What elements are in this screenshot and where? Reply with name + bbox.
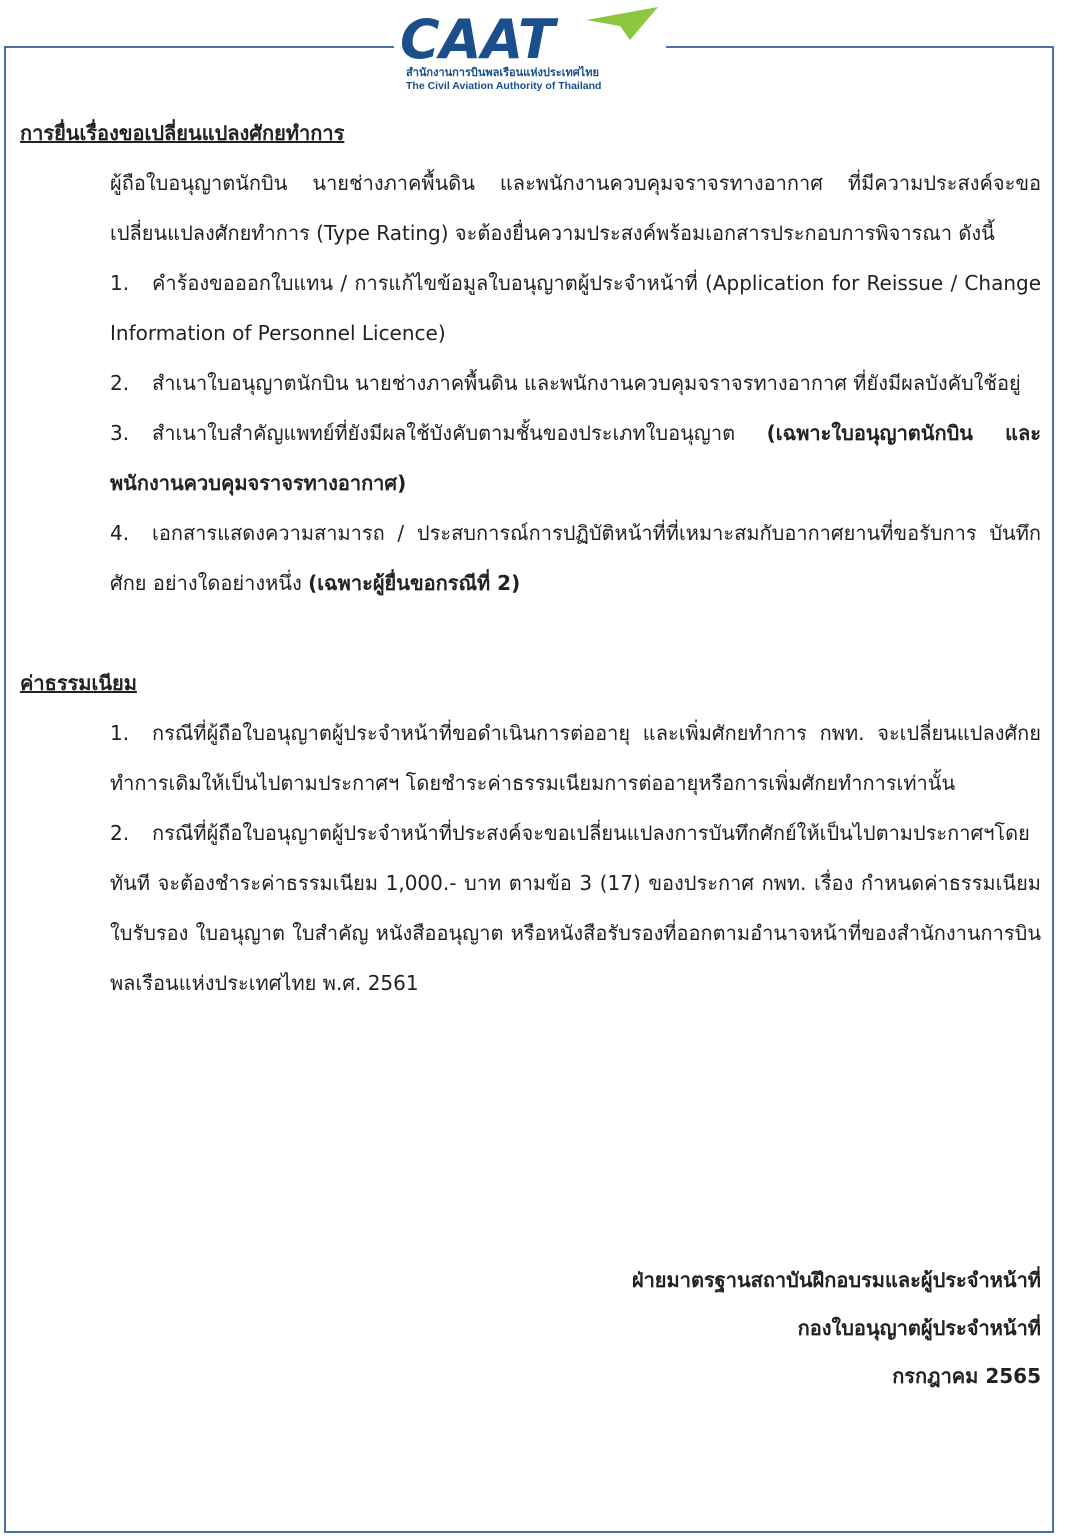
- item-number: 1.: [110, 271, 130, 295]
- item-number: 3.: [110, 421, 130, 445]
- signature-division: ฝ่ายมาตรฐานสถาบันฝึกอบรมและผู้ประจำหน้าที่: [631, 1268, 1041, 1292]
- section-heading-fees: ค่าธรรมเนียม: [20, 671, 137, 695]
- fee-item-1: [20, 708, 1041, 808]
- requirement-item-1: [20, 258, 1041, 358]
- requirement-item-4: [20, 508, 1041, 608]
- caat-logo-image: [394, 0, 666, 100]
- item-text: สำเนาใบอนุญาตนักบิน นายช่างภาคพื้นดิน และพนักงานควบคุมจราจรทางอากาศ ที่ยังมีผลบังคับใช้อยู่: [152, 371, 1021, 395]
- item-text: สำเนาใบสำคัญแพทย์ที่ยังมีผลใช้บังคับตามชั้นของประเภทใบอนุญาต: [152, 421, 736, 445]
- signature-block: [632, 1256, 1041, 1400]
- requirement-item-3: [20, 408, 1041, 508]
- logo-name-th: สำนักงานการบินพลเรือนแห่งประเทศไทย: [406, 66, 599, 79]
- item-note: (เฉพาะผู้ยื่นขอกรณีที่ 2): [308, 571, 521, 595]
- item-number: 4.: [110, 521, 130, 545]
- logo-wing-shape: [586, 7, 658, 40]
- fee-item-2: [20, 808, 1041, 1008]
- item-number: 2.: [110, 371, 130, 395]
- requirement-item-2: [20, 358, 1041, 408]
- intro-paragraph: ผู้ถือใบอนุญาตนักบิน นายช่างภาคพื้นดิน และพนักงานควบคุมจราจรทางอากาศ ที่มีความประสงค์จะขอเปลี่ยนแปลงศักยทำการ (Type Rating) จะต้องยื่นความประสงค์พร้อมเอกสารประกอบการพิจารณา ดังนี้: [110, 171, 1041, 245]
- item-text: คำร้องขอออกใบแทน / การแก้ไขข้อมูลใบอนุญาตผู้ประจำหน้าที่ (Application for Reissue / Change Information of Personnel Licence): [110, 271, 1041, 345]
- item-number: 1.: [110, 721, 130, 745]
- item-note: (เฉพาะใบอนุญาตนักบิน และพนักงานควบคุมจราจรทางอากาศ): [110, 421, 1041, 495]
- item-number: 2.: [110, 821, 130, 845]
- logo-name-en: The Civil Aviation Authority of Thailand: [406, 80, 602, 92]
- item-text: กรณีที่ผู้ถือใบอนุญาตผู้ประจำหน้าที่ประสงค์จะขอเปลี่ยนแปลงการบันทึกศักย์ให้เป็นไปตามประกาศฯโดยทันที จะต้องชำระค่าธรรมเนียม 1,000.- บาท ตามข้อ 3 (17) ของประกาศ กพท. เรื่อง กำหนดค่าธรรมเนียมใบรับรอง ใบอนุญาต ใบสำคัญ หนังสืออนุญาต หรือหนังสือรับรองที่ออกตามอำนาจหน้าที่ของสำนักงานการบินพลเรือนแห่งประเทศไทย พ.ศ. 2561: [110, 821, 1041, 995]
- item-text: กรณีที่ผู้ถือใบอนุญาตผู้ประจำหน้าที่ขอดำเนินการต่ออายุ และเพิ่มศักยทำการ กพท. จะเปลี่ยนแปลงศักยทำการเดิมให้เป็นไปตามประกาศฯ โดยชำระค่าธรรมเนียมการต่ออายุหรือการเพิ่มศักยทำการเท่านั้น: [110, 721, 1041, 795]
- caat-logo: [394, 0, 666, 100]
- item-text: เอกสารแสดงความสามารถ / ประสบการณ์การปฏิบัติหน้าที่ที่เหมาะสมกับอากาศยานที่ขอรับการ บันทึกศักย อย่างใดอย่างหนึ่ง: [110, 521, 1041, 595]
- signature-date: กรกฎาคม 2565: [892, 1364, 1041, 1388]
- section-gap: [20, 608, 1041, 658]
- signature-department: กองใบอนุญาตผู้ประจำหน้าที่: [797, 1316, 1041, 1340]
- logo-acronym: CAAT: [400, 8, 555, 71]
- section-heading-change-request: การยื่นเรื่องขอเปลี่ยนแปลงศักยทำการ: [20, 121, 345, 145]
- document-body: [20, 108, 1041, 1008]
